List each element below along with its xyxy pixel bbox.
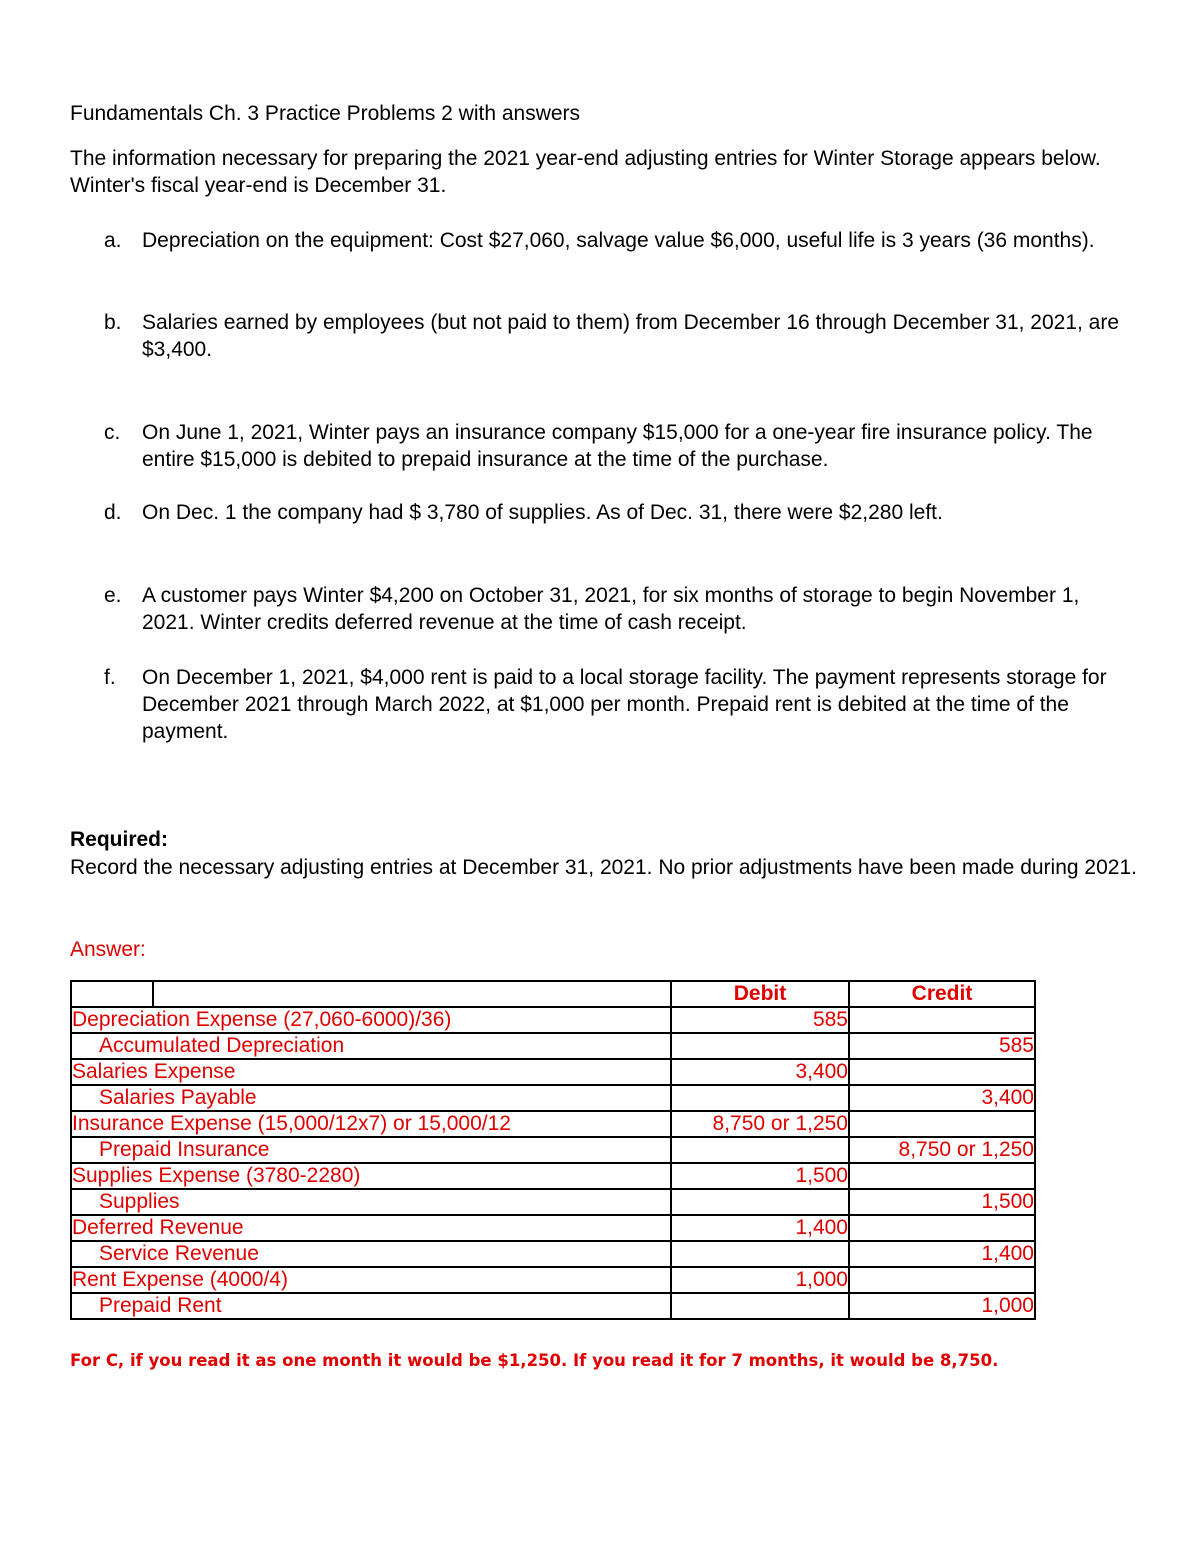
debit-cell: 8,750 or 1,250 xyxy=(671,1111,849,1137)
item-letter: b. xyxy=(104,311,122,334)
debit-cell xyxy=(671,1293,849,1319)
table-row xyxy=(71,1007,1035,1033)
credit-cell xyxy=(849,1215,1035,1241)
item-letter: f. xyxy=(104,666,116,689)
list-item-f xyxy=(104,664,1124,745)
journal-entries-table xyxy=(70,980,1036,1320)
table-row xyxy=(71,1241,1035,1267)
credit-cell xyxy=(849,1267,1035,1293)
credit-cell: 585 xyxy=(849,1033,1035,1059)
account-cell: Rent Expense (4000/4) xyxy=(71,1267,671,1293)
debit-cell: 1,500 xyxy=(671,1163,849,1189)
page-title: Fundamentals Ch. 3 Practice Problems 2 with answers xyxy=(70,102,581,125)
account-cell: Deferred Revenue xyxy=(71,1215,671,1241)
table-row xyxy=(71,1267,1035,1293)
credit-cell: 1,500 xyxy=(849,1189,1035,1215)
credit-cell xyxy=(849,1059,1035,1085)
table-row xyxy=(71,1137,1035,1163)
account-cell: Accumulated Depreciation xyxy=(71,1033,671,1059)
item-letter: c. xyxy=(104,421,121,444)
debit-cell: 3,400 xyxy=(671,1059,849,1085)
table-row xyxy=(71,1085,1035,1111)
credit-cell: 1,400 xyxy=(849,1241,1035,1267)
item-letter: a. xyxy=(104,229,122,252)
debit-cell: 1,000 xyxy=(671,1267,849,1293)
table-row xyxy=(71,1033,1035,1059)
debit-cell xyxy=(671,1085,849,1111)
account-cell: Salaries Payable xyxy=(71,1085,671,1111)
item-text: A customer pays Winter $4,200 on October 31, 2021, for six months of storage to begin November 1, 2021. Winter credits deferred revenue at the time of cash receipt. xyxy=(142,584,1080,634)
intro-paragraph: The information necessary for preparing the 2021 year-end adjusting entries for Winter Storage appears below. Winter's fiscal year-end is December 31. xyxy=(70,147,1101,197)
table-header-row xyxy=(71,981,1035,1007)
credit-cell xyxy=(849,1007,1035,1033)
debit-cell: 1,400 xyxy=(671,1215,849,1241)
item-text: On Dec. 1 the company had $ 3,780 of supplies. As of Dec. 31, there were $2,280 left. xyxy=(142,501,943,524)
list-item-d xyxy=(104,499,1124,526)
item-text: On December 1, 2021, $4,000 rent is paid to a local storage facility. The payment represents storage for December 2021 through March 2022, at $1,000 per month. Prepaid rent is debited at the time of the payment. xyxy=(142,666,1107,743)
required-text: Record the necessary adjusting entries at December 31, 2021. No prior adjustments have been made during 2021. xyxy=(70,856,1137,879)
item-text: Salaries earned by employees (but not paid to them) from December 16 through December 31, 2021, are $3,400. xyxy=(142,311,1120,361)
debit-cell: 585 xyxy=(671,1007,849,1033)
account-cell: Depreciation Expense (27,060-6000)/36) xyxy=(71,1007,671,1033)
credit-cell: 3,400 xyxy=(849,1085,1035,1111)
table-row xyxy=(71,1293,1035,1319)
table-row xyxy=(71,1163,1035,1189)
header-blank-cell xyxy=(71,981,153,1007)
credit-cell: 8,750 or 1,250 xyxy=(849,1137,1035,1163)
account-cell: Prepaid Rent xyxy=(71,1293,671,1319)
debit-cell xyxy=(671,1033,849,1059)
account-cell: Service Revenue xyxy=(71,1241,671,1267)
item-text: Depreciation on the equipment: Cost $27,060, salvage value $6,000, useful life is 3 years (36 months). xyxy=(142,229,1095,252)
account-cell: Salaries Expense xyxy=(71,1059,671,1085)
account-cell: Prepaid Insurance xyxy=(71,1137,671,1163)
table-row xyxy=(71,1189,1035,1215)
list-item-e xyxy=(104,582,1124,636)
table-row xyxy=(71,1111,1035,1137)
item-text: On June 1, 2021, Winter pays an insurance company $15,000 for a one-year fire insurance policy. The entire $15,000 is debited to prepaid insurance at the time of the purchase. xyxy=(142,421,1093,471)
debit-cell xyxy=(671,1241,849,1267)
item-letter: e. xyxy=(104,584,122,607)
item-letter: d. xyxy=(104,501,122,524)
account-cell: Supplies Expense (3780-2280) xyxy=(71,1163,671,1189)
header-blank-cell xyxy=(153,981,671,1007)
account-cell: Insurance Expense (15,000/12x7) or 15,000/12 xyxy=(71,1111,671,1137)
answer-note: For C, if you read it as one month it would be $1,250. If you read it for 7 months, it would be 8,750. xyxy=(70,1351,999,1370)
account-cell: Supplies xyxy=(71,1189,671,1215)
table-row xyxy=(71,1059,1035,1085)
credit-cell xyxy=(849,1163,1035,1189)
credit-header: Credit xyxy=(849,981,1035,1007)
table-row xyxy=(71,1215,1035,1241)
list-item-b xyxy=(104,309,1124,363)
credit-cell xyxy=(849,1111,1035,1137)
debit-cell xyxy=(671,1137,849,1163)
debit-cell xyxy=(671,1189,849,1215)
credit-cell: 1,000 xyxy=(849,1293,1035,1319)
list-item-a xyxy=(104,227,1124,254)
debit-header: Debit xyxy=(671,981,849,1007)
answer-label: Answer: xyxy=(70,938,146,961)
required-heading: Required: xyxy=(70,828,169,851)
list-item-c xyxy=(104,419,1124,473)
